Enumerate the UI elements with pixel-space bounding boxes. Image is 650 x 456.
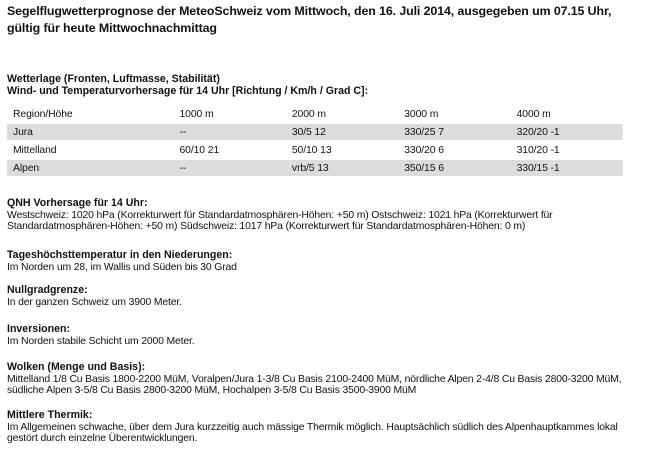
table-row bbox=[7, 160, 623, 176]
table-cell: Jura bbox=[7, 124, 173, 140]
page-title: Segelflugwetterprognose der MeteoSchweiz vom Mittwoch, den 16. Juli 2014, ausgegeben um 07.15 Uhr, gültig für heute Mittwochnachmittag bbox=[7, 4, 612, 35]
freezing-level-heading: Nullgradgrenze: bbox=[7, 284, 88, 296]
table-cell: 320/20 -1 bbox=[511, 124, 623, 140]
table-cell: -- bbox=[173, 160, 285, 176]
table-header-cell: 1000 m bbox=[179, 108, 214, 120]
table-header-cell: 2000 m bbox=[291, 108, 326, 120]
inversions-text: Im Norden stabile Schicht um 2000 Meter. bbox=[7, 336, 195, 347]
table-cell: Alpen bbox=[7, 160, 173, 176]
qnh-text: Westschweiz: 1020 hPa (Korrekturwert für Standardatmosphären-Höhen: +50 m) Ostschweiz: 1021 hPa (Korrekturwert für Standardatmosphären-Höhen: +50 m) Südschweiz: 1017 hPa (Korrekturwert für Standardatmosphären-Höhen: 0 m) bbox=[7, 210, 553, 233]
temperature-heading: Tageshöchsttemperatur in den Niederungen: bbox=[7, 249, 233, 261]
table-cell: 50/10 13 bbox=[291, 144, 332, 156]
table-row bbox=[7, 124, 623, 140]
freezing-level-text: In der ganzen Schweiz um 3900 Meter. bbox=[7, 297, 182, 308]
table-header-cell: Region/Höhe bbox=[13, 108, 73, 120]
table-cell: 310/20 -1 bbox=[516, 144, 560, 156]
wetterlage-heading: Wetterlage (Fronten, Luftmasse, Stabilität) bbox=[7, 73, 220, 85]
table-row bbox=[7, 142, 623, 158]
table-cell: 60/10 21 bbox=[179, 144, 220, 156]
table-cell: 330/15 -1 bbox=[511, 160, 623, 176]
table-cell: 30/5 12 bbox=[286, 124, 398, 140]
thermals-text: Im Allgemeinen schwache, über dem Jura kurzzeitig auch mässige Thermik möglich. Hauptsächlich südlich des Alpenhauptkammes lokal gestört durch einzelne Überentwicklungen. bbox=[7, 422, 618, 445]
inversions-heading: Inversionen: bbox=[7, 323, 70, 335]
clouds-heading: Wolken (Menge und Basis): bbox=[7, 361, 146, 373]
table-cell: vrb/5 13 bbox=[286, 160, 398, 176]
table-header-cell: 4000 m bbox=[516, 108, 551, 120]
thermals-heading: Mittlere Thermik: bbox=[7, 409, 93, 421]
table-header-cell: 3000 m bbox=[404, 108, 439, 120]
wind-temperature-table bbox=[7, 104, 623, 178]
wind-forecast-heading: Wind- und Temperaturvorhersage für 14 Uhr [Richtung / Km/h / Grad C]: bbox=[7, 85, 369, 97]
table-cell: -- bbox=[173, 124, 285, 140]
table-header-row bbox=[7, 106, 623, 122]
table-cell: 330/25 7 bbox=[398, 124, 510, 140]
clouds-text: Mittelland 1/8 Cu Basis 1800-2200 MüM, Voralpen/Jura 1-3/8 Cu Basis 2100-2400 MüM, nördliche Alpen 2-4/8 Cu Basis 2800-3200 MüM, südliche Alpen 3-5/8 Cu Basis 2800-3200 MüM, Hochalpen 3-5/8 Cu Basis 3500-3900 MüM bbox=[7, 374, 622, 397]
qnh-heading: QNH Vorhersage für 14 Uhr: bbox=[7, 197, 148, 209]
temperature-text: Im Norden um 28, im Wallis und Süden bis 30 Grad bbox=[7, 262, 237, 273]
table-cell: Mittelland bbox=[13, 144, 57, 156]
table-cell: 330/20 6 bbox=[404, 144, 444, 156]
table-cell: 350/15 6 bbox=[398, 160, 510, 176]
